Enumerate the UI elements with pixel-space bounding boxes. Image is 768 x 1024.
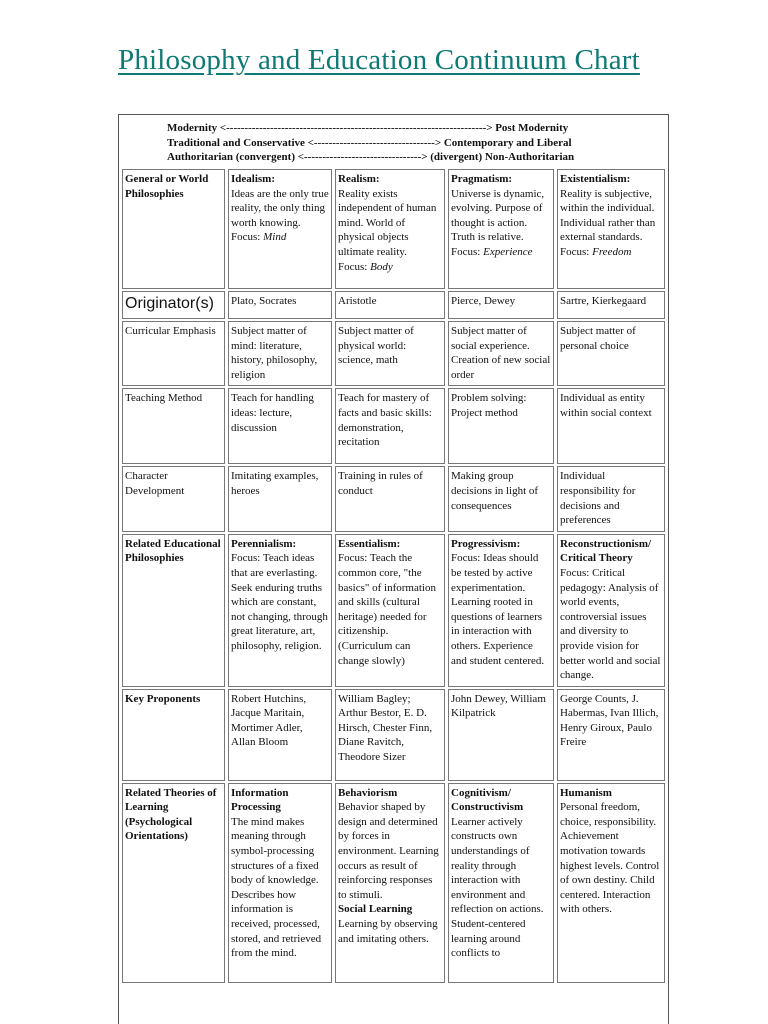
table-row bbox=[122, 689, 665, 781]
cell-text: Reality is subjective, within the individual. Individual rather than external standards. bbox=[560, 187, 656, 244]
cell-text: Focus: Ideas should be tested by active experimentation. Learning rooted in questions of learners in interaction with others. Experience and student centered. bbox=[451, 552, 545, 667]
banner-line: Traditional and Conservative <---------------------------------> Contemporary and Liberal bbox=[167, 136, 572, 149]
cell-text: The mind makes meaning through symbol-processing structures of a fixed body of knowledge. Describes how information is received, processed, stored, and retrieved from the mind. bbox=[231, 815, 322, 960]
table-row bbox=[122, 783, 665, 983]
focus-label: Focus: bbox=[451, 245, 481, 258]
cell-text: Personal freedom, choice, responsibility. Achievement motivation towards highest levels. Control of own destiny. Child centered. Interaction with others. bbox=[560, 801, 660, 916]
table-row bbox=[122, 466, 665, 531]
cell-heading: Cognitivism/ Constructivism bbox=[451, 786, 524, 814]
cell-text: Focus: Teach ideas that are everlasting. Seek enduring truths which are constant, not changing, through great literature, art, philosophy, religion. bbox=[231, 552, 328, 652]
table-cell: Imitating examples, heroes bbox=[228, 466, 332, 531]
table-cell: Robert Hutchins, Jacque Maritain, Mortimer Adler, Allan Bloom bbox=[228, 689, 332, 781]
table-row bbox=[122, 388, 665, 464]
cell-heading: Idealism: bbox=[231, 173, 275, 185]
table-cell: William Bagley; Arthur Bestor, E. D. Hirsch, Chester Finn, Diane Ravitch, Theodore Sizer bbox=[335, 689, 445, 781]
table-cell: Pierce, Dewey bbox=[448, 291, 554, 319]
continuum-chart bbox=[118, 114, 669, 1024]
table-cell bbox=[335, 169, 445, 289]
table-cell: Individual as entity within social context bbox=[557, 388, 665, 464]
table-cell bbox=[335, 783, 445, 983]
cell-heading: Reconstructionism/ Critical Theory bbox=[560, 537, 652, 565]
table-row bbox=[122, 291, 665, 319]
table-cell: Teach for handling ideas: lecture, discussion bbox=[228, 388, 332, 464]
cell-text: Universe is dynamic, evolving. Purpose of thought is action. Truth is relative. bbox=[451, 187, 545, 244]
cell-text: Ideas are the only true reality, the only thing worth knowing. bbox=[231, 187, 329, 229]
banner-line: Authoritarian (convergent) <--------------------------------> (divergent) Non-Authoritarian bbox=[167, 151, 575, 163]
table-cell bbox=[448, 169, 554, 289]
table-row bbox=[122, 321, 665, 386]
cell-heading: Humanism bbox=[560, 786, 612, 799]
table-cell bbox=[557, 534, 665, 687]
cell-heading: Perennialism: bbox=[231, 537, 297, 550]
cell-heading: Behaviorism bbox=[338, 786, 398, 799]
table-cell: Problem solving: Project method bbox=[448, 388, 554, 464]
cell-heading: Essentialism: bbox=[338, 537, 401, 550]
row-label: General or World Philosophies bbox=[122, 169, 225, 289]
table-cell: Training in rules of conduct bbox=[335, 466, 445, 531]
philosophy-table bbox=[119, 167, 668, 985]
table-cell bbox=[228, 783, 332, 983]
focus-label: Focus: bbox=[338, 260, 368, 273]
table-cell bbox=[448, 783, 554, 983]
table-cell: Making group decisions in light of consequences bbox=[448, 466, 554, 531]
originator-label: Originator(s) bbox=[125, 295, 214, 312]
table-cell: Subject matter of physical world: science, math bbox=[335, 321, 445, 386]
cell-text: Focus: Teach the common core, "the basics" of information and skills (cultural heritage) needed for citizenship. (Curriculum can change slowly) bbox=[338, 552, 436, 667]
table-cell: Plato, Socrates bbox=[228, 291, 332, 319]
table-cell: George Counts, J. Habermas, Ivan Illich, Henry Giroux, Paulo Freire bbox=[557, 689, 665, 781]
table-cell bbox=[335, 534, 445, 687]
table-cell: Aristotle bbox=[335, 291, 445, 319]
table-cell: Teach for mastery of facts and basic skills: demonstration, recitation bbox=[335, 388, 445, 464]
row-label: Character Development bbox=[122, 466, 225, 531]
row-label: Teaching Method bbox=[122, 388, 225, 464]
cell-heading: Realism: bbox=[338, 173, 380, 185]
table-cell: Subject matter of personal choice bbox=[557, 321, 665, 386]
row-label: Key Proponents bbox=[122, 689, 225, 781]
table-cell: John Dewey, William Kilpatrick bbox=[448, 689, 554, 781]
row-label: Related Educational Philosophies bbox=[122, 534, 225, 687]
table-cell bbox=[557, 783, 665, 983]
cell-text: Focus: Critical pedagogy: Analysis of world events, controversial issues and diversity to provide vision for better world and social change. bbox=[560, 566, 661, 682]
cell-text: Learner actively constructs own understandings of reality through interaction with environment and reflection on actions. Student-centered learning around conflicts to bbox=[451, 815, 544, 960]
table-cell: Subject matter of mind: literature, history, philosophy, religion bbox=[228, 321, 332, 386]
focus-value: Body bbox=[370, 260, 393, 273]
cell-text: Behavior shaped by design and determined by forces in environment. Learning occurs as result of reinforcing responses to stimuli. bbox=[338, 801, 439, 901]
cell-heading: Information Processing bbox=[231, 786, 289, 814]
focus-value: Freedom bbox=[592, 245, 632, 258]
table-cell bbox=[228, 169, 332, 289]
focus-value: Experience bbox=[483, 245, 533, 258]
table-cell: Subject matter of social experience. Creation of new social order bbox=[448, 321, 554, 386]
table-row bbox=[122, 169, 665, 289]
cell-text: Reality exists independent of human mind. World of physical objects ultimate reality. bbox=[338, 187, 437, 258]
cell-heading: Progressivism: bbox=[451, 537, 521, 550]
table-cell: Individual responsibility for decisions and preferences bbox=[557, 466, 665, 531]
cell-heading: Social Learning bbox=[338, 903, 413, 916]
table-cell: Sartre, Kierkegaard bbox=[557, 291, 665, 319]
table-cell bbox=[557, 169, 665, 289]
continuum-banner bbox=[167, 121, 574, 165]
cell-heading: Existentialism: bbox=[560, 173, 631, 185]
table-row bbox=[122, 534, 665, 687]
page-title: Philosophy and Education Continuum Chart bbox=[118, 44, 640, 76]
cell-heading: Pragmatism: bbox=[451, 173, 513, 185]
table-cell bbox=[228, 534, 332, 687]
row-label: Curricular Emphasis bbox=[122, 321, 225, 386]
focus-label: Focus: bbox=[560, 245, 590, 258]
focus-value: Mind bbox=[263, 231, 287, 244]
table-cell bbox=[448, 534, 554, 687]
row-label: Related Theories of Learning (Psychological Orientations) bbox=[122, 783, 225, 983]
cell-text: Learning by observing and imitating others. bbox=[338, 918, 438, 945]
focus-label: Focus: bbox=[231, 231, 261, 244]
row-label bbox=[122, 291, 225, 319]
banner-line: Modernity <-----------------------------------------------------------------------> Post Modernity bbox=[167, 122, 569, 134]
